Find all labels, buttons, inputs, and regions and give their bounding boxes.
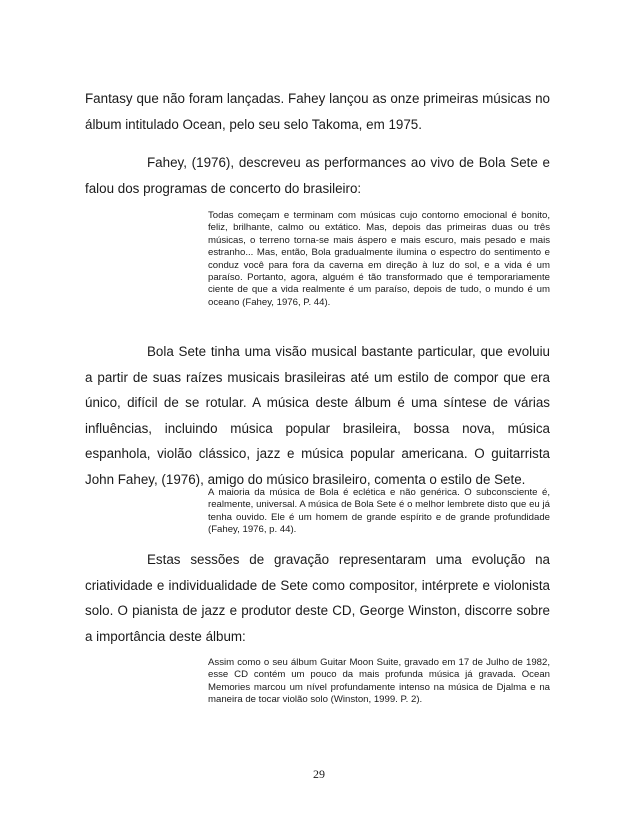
paragraph-bola-sete-style: Bola Sete tinha uma visão musical bastante particular, que evoluiu a partir de suas raízes musicais brasileiras até um estilo de compor que era único, difícil de se rotular. A música deste álbum é uma síntese de várias influências, incluindo música popular brasileira, bossa nova, música espanhola, violão clássico, jazz e música popular americana. O guitarrista John Fahey, (1976), amigo do músico brasileiro, comenta o estilo de Sete. — [85, 344, 550, 487]
page-number: 29 — [313, 767, 325, 781]
paragraph-fahey-performances: Fahey, (1976), descreveu as performances ao vivo de Bola Sete e falou dos programas de concerto do brasileiro: — [85, 155, 550, 196]
block-quote-fahey-1: Todas começam e terminam com músicas cujo contorno emocional é bonito, feliz, brilhante, calmo ou extático. Mas, depois das primeiras duas ou três músicas, o terreno torna-se mais áspero e mais escuro, mais pesado e mais estranho... Mas, então, Bola gradualmente ilumina o espectro do sentimento e conduz você para fora da caverna em direção à luz do sol, e a vida é um paraíso. Portanto, agora, alguém é tão transformado que é temporariamente ciente de que a vida realmente é um paraíso, depois de tudo, o mundo é um oceano (Fahey, 1976, P. 44). — [208, 210, 550, 308]
paragraph-recording-sessions: Estas sessões de gravação representaram uma evolução na criatividade e individualidade de Sete como compositor, intérprete e violonista solo. O pianista de jazz e produtor deste CD, George Winston, discorre sobre a importância deste álbum: — [85, 552, 550, 644]
paragraph-fantasy: Fantasy que não foram lançadas. Fahey lançou as onze primeiras músicas no álbum intitulado Ocean, pelo seu selo Takoma, em 1975. — [85, 91, 550, 132]
block-quote-winston: Assim como o seu álbum Guitar Moon Suite, gravado em 17 de Julho de 1982, esse CD contém um pouco da mais profunda música já gravada. Ocean Memories marcou um nível profundamente intenso na música de Djalma e na maneira de tocar violão solo (Winston, 1999. P. 2). — [208, 657, 550, 706]
block-quote-fahey-2: A maioria da música de Bola é eclética e não genérica. O subconsciente é, realmente, universal. A música de Bola Sete é o melhor lembrete disto que eu já tenha ouvido. Ele é um homem de grande espírito e de grande profundidade (Fahey, 1976, p. 44). — [208, 487, 550, 536]
